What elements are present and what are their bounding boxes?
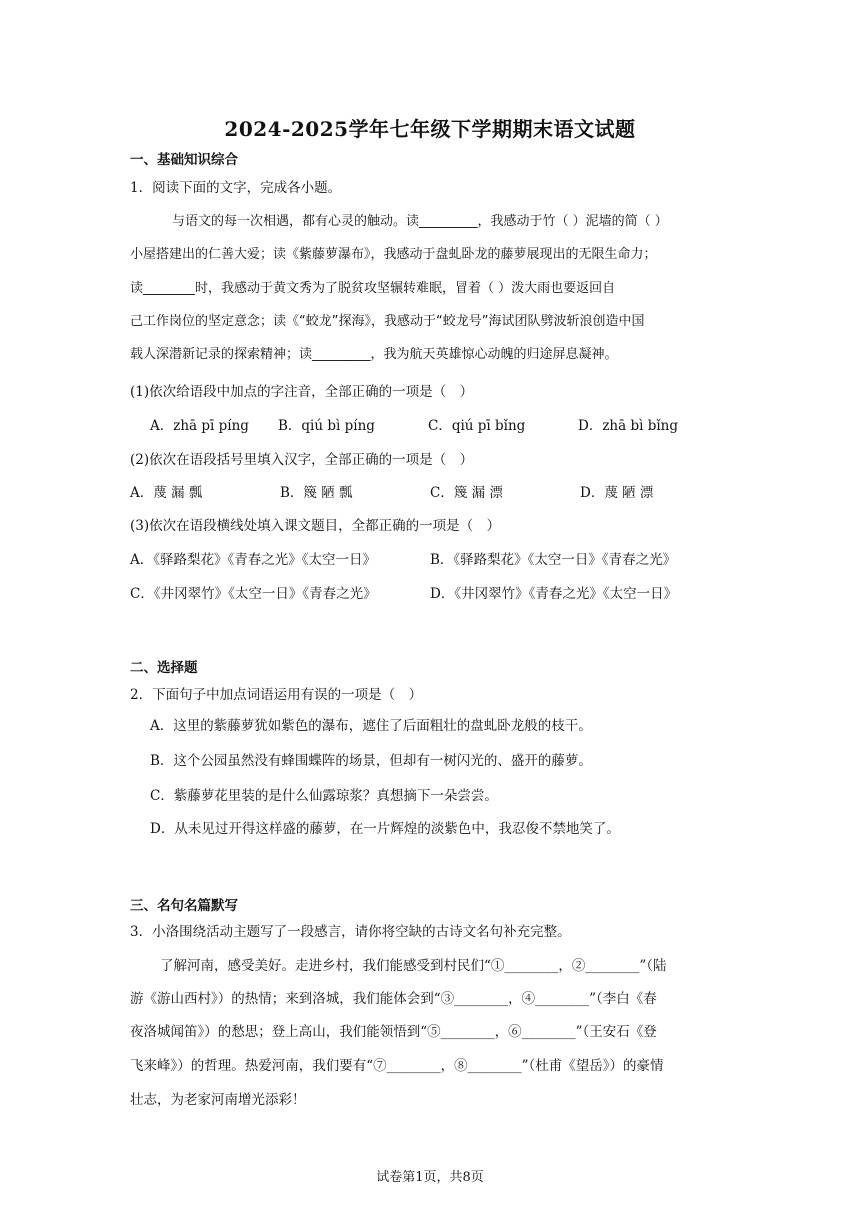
q1-sub2-option-c[interactable]: C．篾 漏 漂 [430, 485, 503, 501]
q1-sub3-options-row2 [130, 584, 677, 604]
question-2-stem: 2．下面句子中加点词语运用有误的一项是（ ） [130, 687, 423, 703]
q1-passage-line-1: 与语文的每一次相遇，都有心灵的触动。读_________，我感动于竹（ ）泥墙的简（ ） [172, 214, 668, 229]
q1-passage-line-5: 载人深潜新记录的探索精神；读_________，我为航天英雄惊心动魄的归途屏息凝神。 [130, 347, 618, 362]
section-heading-1: 一、基础知识综合 [130, 152, 238, 168]
q1-sub3-option-d[interactable]: D．《井冈翠竹》《青春之光》《太空一日》 [430, 586, 678, 602]
page-title: 2024-2025学年七年级下学期期末语文试题 [224, 117, 636, 141]
q1-sub2-stem: (2)依次在语段括号里填入汉字，全部正确的一项是（ ） [130, 452, 474, 468]
q1-sub2-option-b[interactable]: B．篾 陋 瓢 [280, 485, 353, 501]
q1-sub1-option-b[interactable]: B．qiú bì píng [278, 418, 375, 434]
q3-passage-line-5: 壮志，为老家河南增光添彩！ [130, 1092, 306, 1108]
q1-sub2-option-d[interactable]: D．蔑 陋 漂 [580, 485, 654, 501]
q3-passage-line-2: 游《游山西村》）的热情；来到洛城，我们能体会到“③________，④________”（李白《春 [130, 991, 657, 1007]
q1-sub1-option-a[interactable]: A．zhā pī píng [150, 418, 249, 434]
question-1-stem: 1．阅读下面的文字，完成各小题。 [130, 180, 342, 196]
q3-passage-line-3: 夜洛城闻笛》）的愁思；登上高山，我们能领悟到“⑤________，⑥________”（王安石《登 [130, 1024, 657, 1040]
section-heading-2: 二、选择题 [130, 660, 198, 676]
q1-passage-line-4: 己工作岗位的坚定意念；读《“蛟龙”探海》，我感动于“蛟龙号”海试团队劈波斩浪创造中国 [130, 314, 645, 329]
q3-passage-line-4: 飞来峰》）的哲理。热爱河南，我们要有“⑦________，⑧________”（杜甫《望岳》）的豪情 [130, 1058, 664, 1074]
q1-sub1-option-c[interactable]: C．qiú pī bǐng [428, 418, 526, 434]
q1-passage-line-3: 读________时，我感动于黄文秀为了脱贫攻坚辗转难眠，冒着（ ）泼大雨也要返回自 [130, 281, 616, 296]
q1-sub3-option-b[interactable]: B．《驿路梨花》《太空一日》《青春之光》 [430, 552, 677, 568]
q1-sub1-options [150, 416, 678, 436]
q2-option-a[interactable]: A．这里的紫藤萝犹如紫色的瀑布，遮住了后面粗壮的盘虬卧龙般的枝干。 [150, 718, 592, 734]
q1-sub1-option-d[interactable]: D．zhā bì bǐng [578, 418, 679, 434]
q2-option-c[interactable]: C．紫藤萝花里装的是什么仙露琼浆？真想摘下一朵尝尝。 [150, 788, 498, 804]
page-footer: 试卷第1页，共8页 [376, 1170, 484, 1185]
q1-sub2-options [130, 483, 653, 503]
q1-sub3-stem: (3)依次在语段横线处填入课文题目，全都正确的一项是（ ） [130, 518, 501, 534]
section-heading-3: 三、名句名篇默写 [130, 898, 238, 914]
question-3-stem: 3．小洛围绕活动主题写了一段感言，请你将空缺的古诗文名句补充完整。 [130, 924, 571, 940]
q1-sub3-option-a[interactable]: A．《驿路梨花》《青春之光》《太空一日》 [130, 552, 376, 568]
q3-passage-line-1: 了解河南，感受美好。走进乡村，我们能感受到村民们“①________，②________”（陆 [160, 958, 667, 974]
q1-sub1-stem: (1)依次给语段中加点的字注音，全部正确的一项是（ ） [130, 384, 474, 400]
q1-sub2-option-a[interactable]: A．蔑 漏 瓢 [130, 485, 203, 501]
q1-sub3-option-c[interactable]: C．《井冈翠竹》《太空一日》《青春之光》 [130, 586, 377, 602]
q1-passage-line-2: 小屋搭建出的仁善大爱；读《紫藤萝瀑布》，我感动于盘虬卧龙的藤萝展现出的无限生命力； [130, 247, 657, 262]
q2-option-d[interactable]: D．从未见过开得这样盛的藤萝，在一片辉煌的淡紫色中，我忍俊不禁地笑了。 [150, 821, 620, 837]
q1-sub3-options-row1 [130, 550, 676, 570]
q2-option-b[interactable]: B．这个公园虽然没有蜂围蝶阵的场景，但却有一树闪光的、盛开的藤萝。 [150, 753, 592, 769]
